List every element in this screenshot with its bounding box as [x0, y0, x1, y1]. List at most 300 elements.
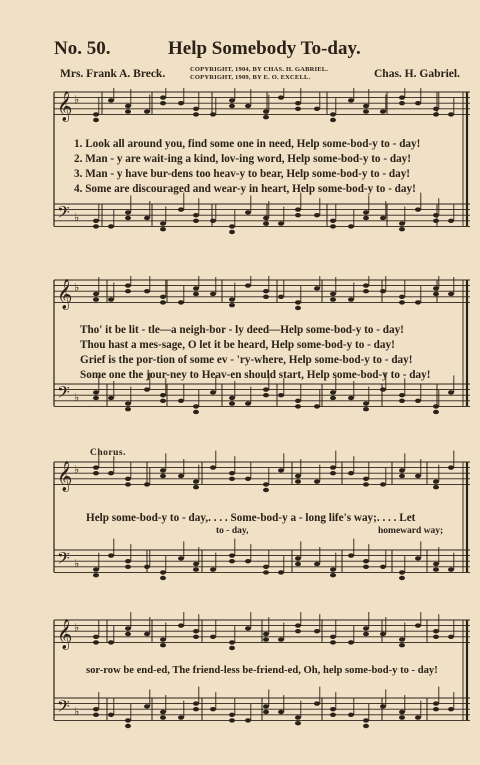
- note-head: [210, 390, 216, 394]
- note-head: [229, 230, 235, 234]
- music-system-3: [52, 450, 472, 590]
- treble-clef-icon: 𝄞: [57, 91, 73, 122]
- note-head: [448, 292, 454, 296]
- note-head: [210, 112, 216, 116]
- note-head: [399, 637, 405, 641]
- note-head: [229, 646, 235, 650]
- note-head: [160, 637, 166, 641]
- note-head: [330, 635, 336, 639]
- note-head: [278, 95, 284, 99]
- note-head: [363, 632, 369, 636]
- note-head: [295, 623, 301, 627]
- hymn-header: [0, 0, 480, 90]
- note-head: [245, 718, 251, 722]
- note-head: [415, 715, 421, 719]
- note-head: [363, 104, 369, 108]
- note-head: [363, 216, 369, 220]
- note-head: [229, 559, 235, 563]
- note-head: [295, 474, 301, 478]
- note-head: [93, 573, 99, 577]
- note-head: [263, 387, 269, 391]
- note-head: [278, 710, 284, 714]
- note-head: [125, 559, 131, 563]
- note-head: [330, 390, 336, 394]
- note-head: [193, 410, 199, 414]
- note-head: [144, 387, 150, 391]
- note-head: [245, 477, 251, 481]
- note-head: [433, 410, 439, 414]
- note-head: [448, 112, 454, 116]
- flat-sign-icon: ♭: [74, 704, 80, 718]
- note-head: [348, 98, 354, 102]
- note-head: [363, 718, 369, 722]
- note-head: [380, 704, 386, 708]
- note-head: [448, 567, 454, 571]
- note-head: [193, 701, 199, 705]
- treble-clef-icon: 𝄞: [57, 461, 73, 492]
- note-head: [193, 292, 199, 296]
- note-head: [363, 401, 369, 405]
- note-head: [263, 295, 269, 299]
- treble-clef-icon: 𝄞: [57, 279, 73, 310]
- composer: Chas. H. Gabriel.: [374, 68, 460, 80]
- note-head: [448, 465, 454, 469]
- note-head: [193, 112, 199, 116]
- note-head: [108, 297, 114, 301]
- note-head: [399, 95, 405, 99]
- staff-pair: [52, 88, 472, 246]
- note-head: [330, 396, 336, 400]
- note-head: [415, 300, 421, 304]
- note-head: [363, 724, 369, 728]
- chorus-lyric-line-1: Help some-bod-y to - day,. . . . Some-bod-y a - long life's way;. . . . Let: [86, 512, 416, 524]
- note-head: [263, 115, 269, 119]
- note-head: [295, 721, 301, 725]
- note-head: [229, 718, 235, 722]
- bass-clef-icon: 𝄢: [57, 695, 70, 720]
- note-head: [399, 399, 405, 403]
- note-head: [330, 573, 336, 577]
- note-head: [193, 479, 199, 483]
- note-head: [93, 465, 99, 469]
- note-head: [295, 479, 301, 483]
- note-head: [433, 629, 439, 633]
- note-head: [363, 559, 369, 563]
- note-head: [278, 295, 284, 299]
- note-head: [380, 565, 386, 569]
- note-head: [399, 643, 405, 647]
- note-head: [314, 213, 320, 217]
- note-head: [348, 297, 354, 301]
- note-head: [229, 297, 235, 301]
- note-head: [433, 292, 439, 296]
- note-head: [160, 393, 166, 397]
- note-head: [210, 567, 216, 571]
- note-head: [330, 292, 336, 296]
- verse-3-line-2: Grief is the por-tion of some ev - 'ry-where, Help some-bod-y to - day!: [80, 354, 413, 366]
- note-head: [415, 474, 421, 478]
- note-head: [263, 710, 269, 714]
- chorus-alt-lyric-2: homeward way;: [378, 526, 444, 536]
- note-head: [380, 289, 386, 293]
- note-head: [160, 474, 166, 478]
- note-head: [314, 701, 320, 705]
- note-head: [93, 635, 99, 639]
- note-head: [295, 399, 301, 403]
- note-head: [229, 396, 235, 400]
- note-head: [295, 107, 301, 111]
- note-head: [178, 556, 184, 560]
- note-head: [108, 640, 114, 644]
- note-head: [263, 565, 269, 569]
- staff-pair: [52, 276, 472, 426]
- flat-sign-icon: ♭: [74, 93, 80, 107]
- note-head: [210, 635, 216, 639]
- note-head: [295, 300, 301, 304]
- note-head: [93, 396, 99, 400]
- note-head: [93, 390, 99, 394]
- note-head: [448, 635, 454, 639]
- note-head: [330, 297, 336, 301]
- note-head: [380, 387, 386, 391]
- note-head: [125, 210, 131, 214]
- note-head: [380, 216, 386, 220]
- note-head: [108, 396, 114, 400]
- note-head: [229, 471, 235, 475]
- note-head: [263, 109, 269, 113]
- note-head: [433, 219, 439, 223]
- note-head: [295, 562, 301, 566]
- flat-sign-icon: ♭: [74, 556, 80, 570]
- note-head: [363, 407, 369, 411]
- note-head: [108, 224, 114, 228]
- note-head: [399, 468, 405, 472]
- note-head: [193, 219, 199, 223]
- note-head: [295, 404, 301, 408]
- chorus-alt-lyric-1: to - day,: [216, 526, 249, 536]
- note-head: [160, 295, 166, 299]
- note-head: [125, 718, 131, 722]
- note-head: [314, 562, 320, 566]
- note-head: [193, 635, 199, 639]
- note-head: [348, 224, 354, 228]
- note-head: [448, 707, 454, 711]
- note-head: [144, 704, 150, 708]
- note-head: [314, 479, 320, 483]
- note-head: [433, 707, 439, 711]
- note-head: [125, 283, 131, 287]
- note-head: [330, 465, 336, 469]
- note-head: [295, 715, 301, 719]
- note-head: [193, 562, 199, 566]
- note-head: [160, 576, 166, 580]
- note-head: [108, 98, 114, 102]
- note-head: [245, 626, 251, 630]
- note-head: [314, 629, 320, 633]
- note-head: [330, 219, 336, 223]
- treble-clef-icon: 𝄞: [57, 619, 73, 650]
- note-head: [415, 399, 421, 403]
- note-head: [433, 479, 439, 483]
- note-head: [93, 567, 99, 571]
- note-head: [108, 471, 114, 475]
- note-head: [245, 401, 251, 405]
- note-head: [399, 710, 405, 714]
- note-head: [229, 477, 235, 481]
- note-head: [93, 112, 99, 116]
- verse-2-line-2: Thou hast a mes-sage, O let it be heard, Help some-bod-y to - day!: [80, 339, 395, 351]
- note-head: [363, 289, 369, 293]
- verse-3-line-1: 3. Man - y have bur-dens too heav-y to bear, Help some-bod-y to - day!: [74, 168, 411, 180]
- note-head: [108, 553, 114, 557]
- note-head: [415, 623, 421, 627]
- copyright-notice: [190, 66, 328, 82]
- note-head: [263, 570, 269, 574]
- lyricist: Mrs. Frank A. Breck.: [60, 68, 166, 80]
- note-head: [193, 404, 199, 408]
- note-head: [178, 300, 184, 304]
- note-head: [330, 707, 336, 711]
- note-head: [144, 109, 150, 113]
- note-head: [363, 477, 369, 481]
- note-head: [160, 95, 166, 99]
- flat-sign-icon: ♭: [74, 210, 80, 224]
- note-head: [433, 485, 439, 489]
- bass-clef-icon: 𝄢: [57, 201, 70, 226]
- verse-4-line-1: 4. Some are discouraged and wear-y in heart, Help some-bod-y to - day!: [74, 183, 416, 195]
- note-head: [348, 396, 354, 400]
- note-head: [363, 283, 369, 287]
- note-head: [93, 224, 99, 228]
- note-head: [178, 715, 184, 719]
- note-head: [263, 482, 269, 486]
- note-head: [380, 482, 386, 486]
- flat-sign-icon: ♭: [74, 621, 80, 635]
- note-head: [125, 109, 131, 113]
- note-head: [193, 629, 199, 633]
- note-head: [93, 118, 99, 122]
- note-head: [278, 221, 284, 225]
- note-head: [363, 482, 369, 486]
- note-head: [229, 104, 235, 108]
- chorus-lyric-line-2: sor-row be end-ed, The friend-less be-friend-ed, Oh, help some-bod-y to - day!: [86, 665, 438, 676]
- note-head: [245, 104, 251, 108]
- note-head: [348, 471, 354, 475]
- note-head: [125, 482, 131, 486]
- bass-clef-icon: 𝄢: [57, 381, 70, 406]
- music-system-4: [52, 612, 472, 757]
- note-head: [330, 224, 336, 228]
- note-head: [144, 216, 150, 220]
- note-head: [363, 210, 369, 214]
- note-head: [363, 626, 369, 630]
- note-head: [144, 632, 150, 636]
- note-head: [160, 399, 166, 403]
- note-head: [229, 640, 235, 644]
- note-head: [263, 216, 269, 220]
- note-head: [433, 562, 439, 566]
- note-head: [160, 710, 166, 714]
- note-head: [193, 213, 199, 217]
- note-head: [363, 109, 369, 113]
- note-head: [399, 300, 405, 304]
- note-head: [433, 107, 439, 111]
- note-head: [210, 292, 216, 296]
- verse-1-line-1: 1. Look all around you, find some one in need, Help some-bod-y to - day!: [74, 138, 421, 150]
- note-head: [399, 227, 405, 231]
- note-head: [433, 635, 439, 639]
- note-head: [229, 303, 235, 307]
- note-head: [125, 724, 131, 728]
- note-head: [93, 713, 99, 717]
- note-head: [193, 707, 199, 711]
- note-head: [330, 640, 336, 644]
- note-head: [314, 107, 320, 111]
- note-head: [433, 404, 439, 408]
- note-head: [314, 286, 320, 290]
- note-head: [363, 565, 369, 569]
- note-head: [295, 101, 301, 105]
- note-head: [93, 707, 99, 711]
- note-head: [160, 300, 166, 304]
- note-head: [263, 637, 269, 641]
- note-head: [433, 286, 439, 290]
- hymn-title: Help Somebody To-day.: [168, 38, 361, 59]
- note-head: [210, 219, 216, 223]
- note-head: [93, 297, 99, 301]
- note-head: [178, 623, 184, 627]
- note-head: [415, 556, 421, 560]
- note-head: [229, 401, 235, 405]
- note-head: [330, 118, 336, 122]
- note-head: [314, 404, 320, 408]
- note-head: [178, 207, 184, 211]
- note-head: [415, 207, 421, 211]
- note-head: [263, 393, 269, 397]
- hymn-number: No. 50.: [54, 38, 111, 59]
- note-head: [433, 567, 439, 571]
- note-head: [245, 559, 251, 563]
- note-head: [399, 715, 405, 719]
- note-head: [263, 289, 269, 293]
- note-head: [125, 626, 131, 630]
- note-head: [125, 104, 131, 108]
- note-head: [125, 477, 131, 481]
- note-head: [263, 704, 269, 708]
- note-head: [229, 553, 235, 557]
- note-head: [380, 632, 386, 636]
- note-head: [433, 112, 439, 116]
- note-head: [330, 567, 336, 571]
- note-head: [210, 707, 216, 711]
- note-head: [245, 283, 251, 287]
- note-head: [160, 227, 166, 231]
- note-head: [178, 399, 184, 403]
- note-head: [330, 471, 336, 475]
- verse-2-line-1: 2. Man - y are wait-ing a kind, lov-ing word, Help some-bod-y to - day!: [74, 153, 411, 165]
- note-head: [125, 565, 131, 569]
- note-head: [448, 390, 454, 394]
- note-head: [433, 701, 439, 705]
- chorus-label: Chorus.: [90, 448, 126, 458]
- note-head: [160, 221, 166, 225]
- note-head: [399, 474, 405, 478]
- note-head: [399, 393, 405, 397]
- note-head: [160, 101, 166, 105]
- note-head: [433, 213, 439, 217]
- note-head: [125, 407, 131, 411]
- note-head: [229, 98, 235, 102]
- copyright-line-1: COPYRIGHT, 1904, BY CHAS. H. GABRIEL.: [190, 66, 329, 73]
- note-head: [263, 488, 269, 492]
- note-head: [295, 629, 301, 633]
- note-head: [330, 713, 336, 717]
- note-head: [160, 570, 166, 574]
- note-head: [399, 101, 405, 105]
- note-head: [160, 643, 166, 647]
- note-head: [278, 468, 284, 472]
- note-head: [210, 465, 216, 469]
- note-head: [193, 485, 199, 489]
- note-head: [93, 471, 99, 475]
- note-head: [178, 474, 184, 478]
- copyright-line-2: COPYRIGHT, 1909, BY E. O. EXCELL.: [190, 74, 311, 81]
- note-head: [399, 570, 405, 574]
- note-head: [380, 109, 386, 113]
- note-head: [193, 286, 199, 290]
- note-head: [193, 567, 199, 571]
- note-head: [160, 468, 166, 472]
- note-head: [295, 213, 301, 217]
- note-head: [295, 556, 301, 560]
- note-head: [229, 713, 235, 717]
- note-head: [399, 576, 405, 580]
- note-head: [348, 713, 354, 717]
- note-head: [348, 553, 354, 557]
- note-head: [348, 640, 354, 644]
- note-head: [399, 221, 405, 225]
- note-head: [125, 289, 131, 293]
- music-system-2: [52, 276, 472, 426]
- note-head: [263, 632, 269, 636]
- note-head: [93, 219, 99, 223]
- note-head: [278, 393, 284, 397]
- note-head: [330, 112, 336, 116]
- verse-4-line-2: Some one the jour-ney to Heav-en should start, Help some-bod-y to - day!: [80, 369, 431, 381]
- bass-clef-icon: 𝄢: [57, 547, 70, 572]
- note-head: [278, 637, 284, 641]
- note-head: [229, 224, 235, 228]
- note-head: [193, 107, 199, 111]
- music-system-1: [52, 88, 472, 246]
- note-head: [295, 306, 301, 310]
- note-head: [245, 210, 251, 214]
- flat-sign-icon: ♭: [74, 463, 80, 477]
- note-head: [144, 289, 150, 293]
- verse-1-line-2: Tho' it be lit - tle—a neigh-bor - ly deed—Help some-bod-y to - day!: [80, 324, 404, 336]
- note-head: [160, 715, 166, 719]
- note-head: [93, 292, 99, 296]
- note-head: [278, 570, 284, 574]
- note-head: [448, 219, 454, 223]
- note-head: [125, 632, 131, 636]
- note-head: [415, 101, 421, 105]
- note-head: [178, 101, 184, 105]
- flat-sign-icon: ♭: [74, 281, 80, 295]
- note-head: [125, 401, 131, 405]
- note-head: [93, 640, 99, 644]
- flat-sign-icon: ♭: [74, 390, 80, 404]
